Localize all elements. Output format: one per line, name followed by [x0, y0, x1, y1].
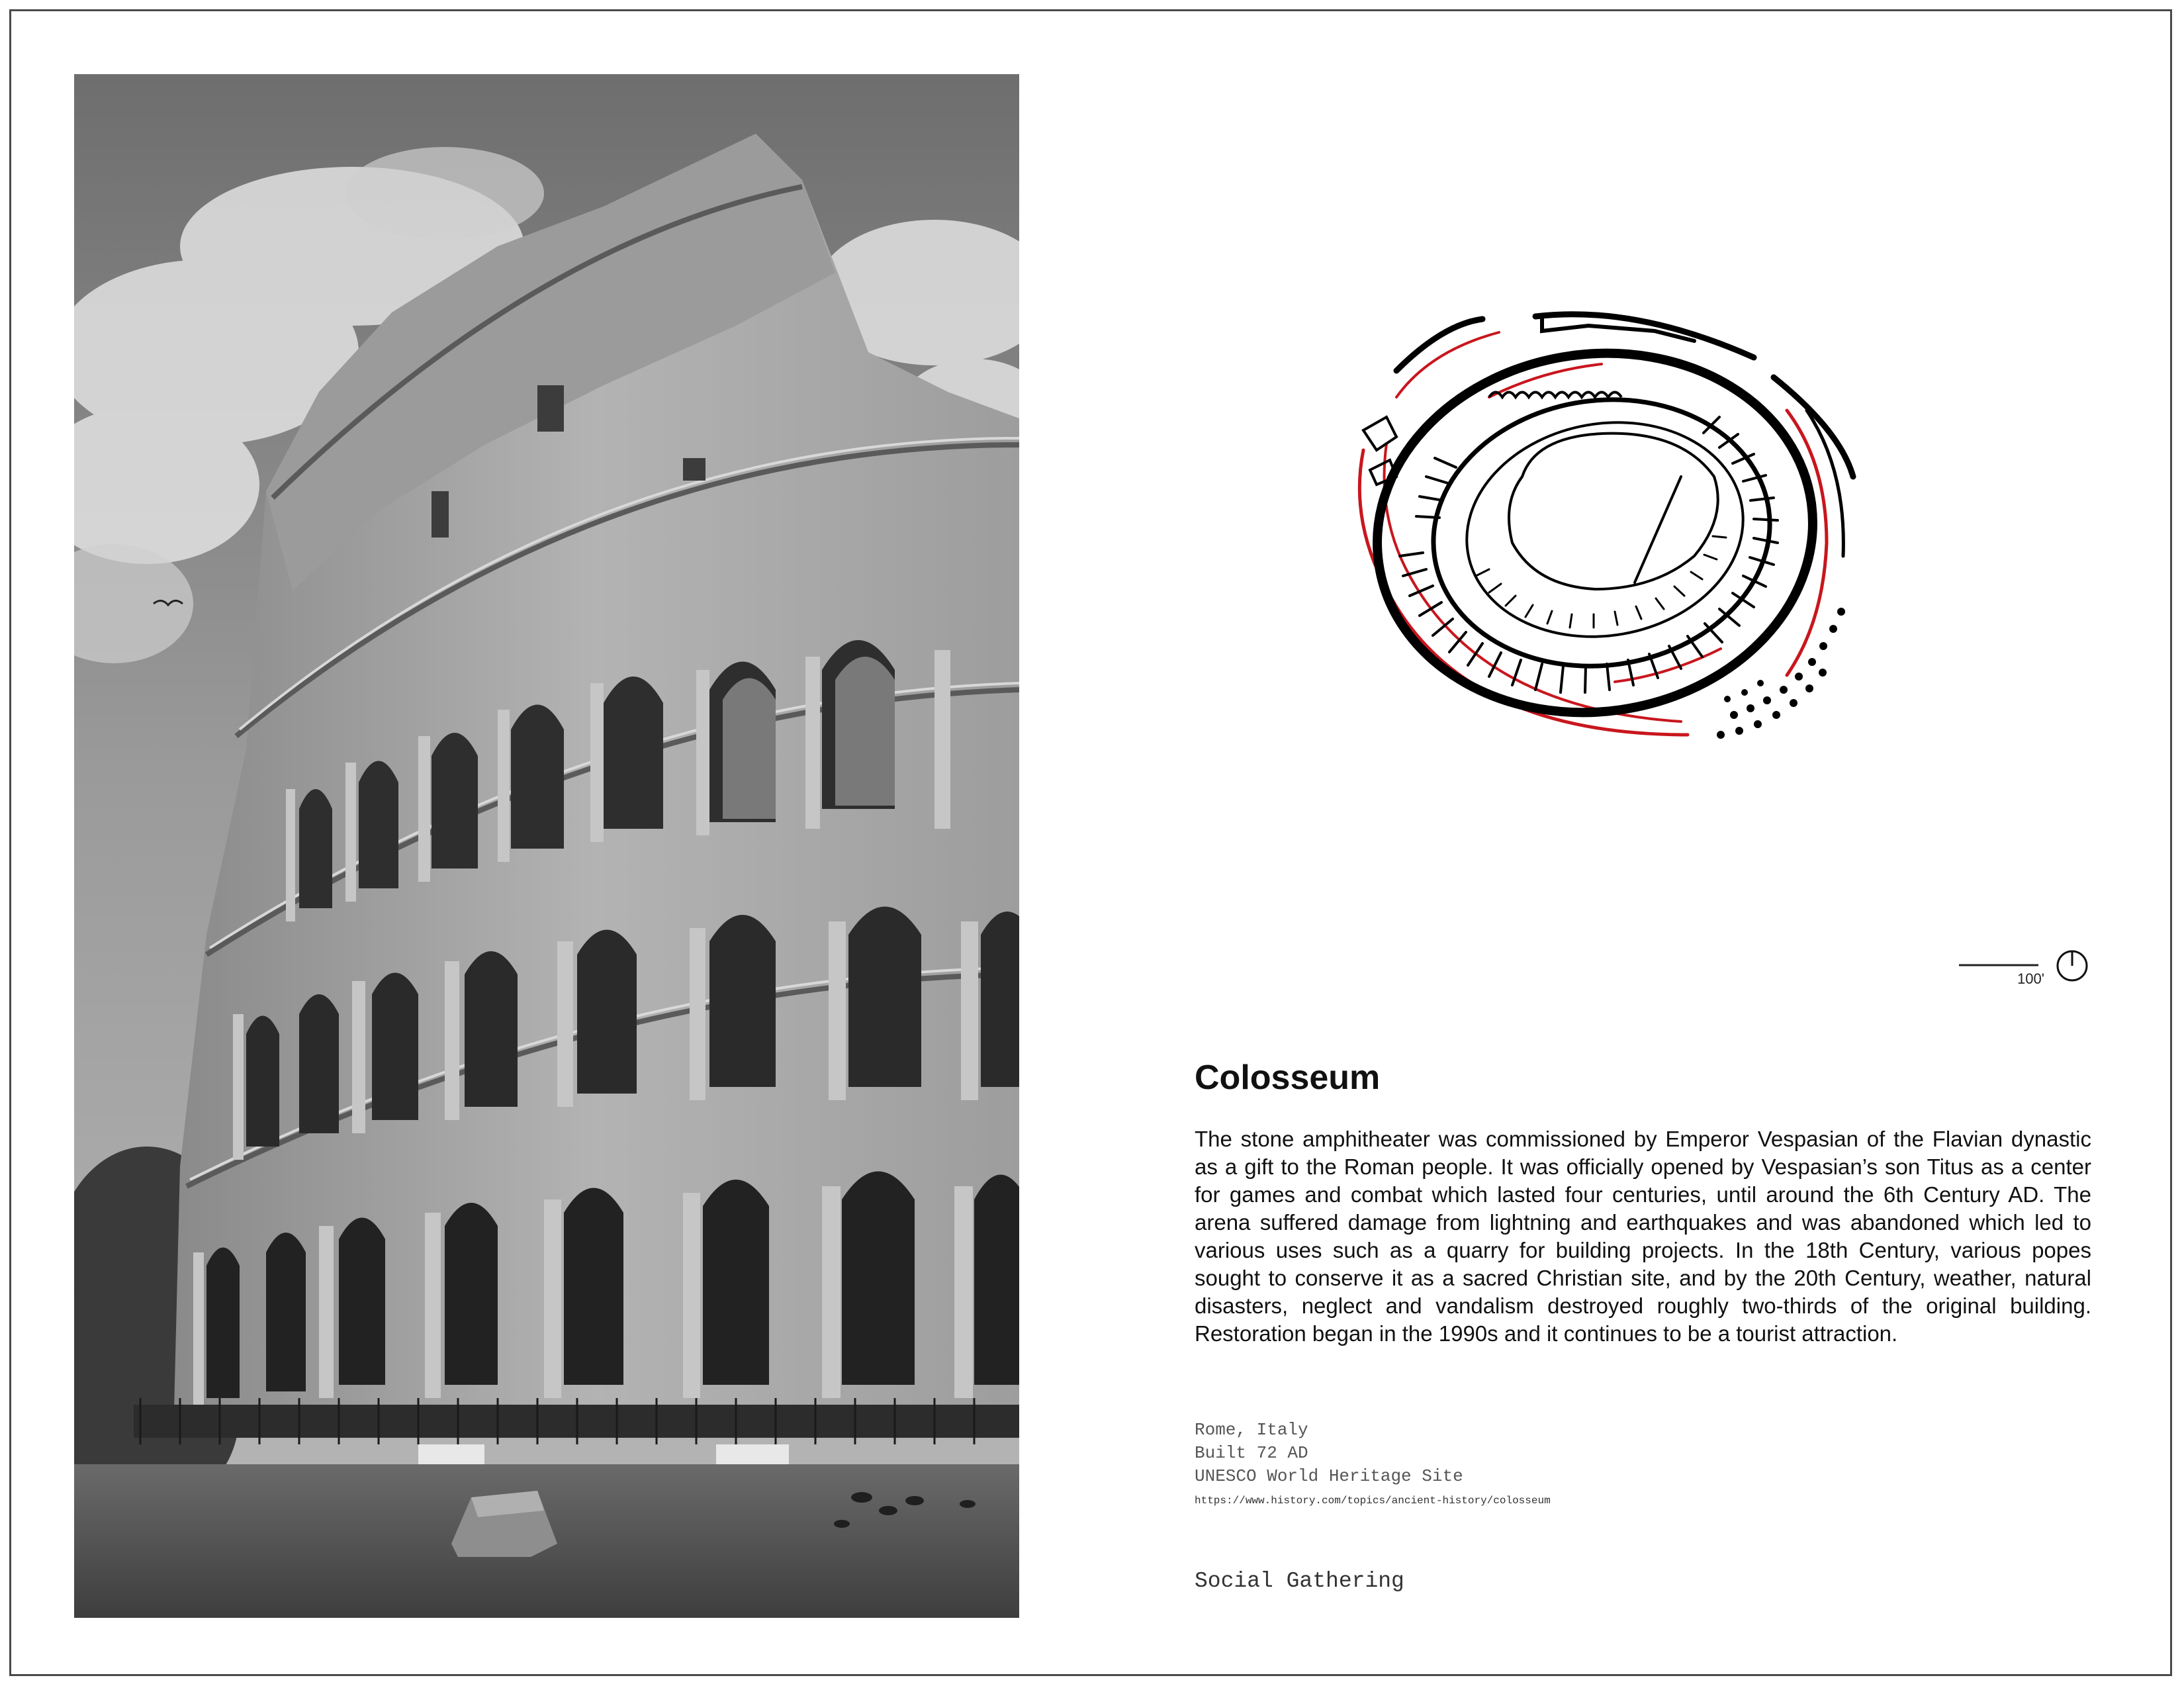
description-paragraph: The stone amphitheater was commissioned by Emperor Vespasian of the Flavian dynastic as a gift to the Roman people. It was officially opened by Vespasian’s son Titus as a center for games and combat which lasted four centuries, until around the 6th Century AD. The arena suffered damage from lightning and earthquakes and was abandoned which led to various uses such as a quarry for building projects. In the 18th Century, various popes sought to conserve it as a sacred Christian site, and by the 20th Century, weather, natural disasters, neglect and vandalism destroyed roughly two-thirds of the original building. Restoration began in the 1990s and it continues to be a tourist attraction. — [1195, 1127, 2091, 1346]
colosseum-site-plan — [1324, 278, 1866, 788]
colosseum-photo — [74, 74, 1019, 1618]
details-block — [1195, 1419, 1463, 1488]
heritage-designation-text: UNESCO World Heritage Site — [1195, 1466, 1463, 1486]
source-url-text: https://www.history.com/topics/ancient-history/colosseum — [1195, 1495, 1551, 1507]
location-text: Rome, Italy — [1195, 1420, 1308, 1440]
north-arrow-icon — [2056, 949, 2089, 982]
page-title: Colosseum — [1195, 1058, 1381, 1097]
scale-bar — [1959, 940, 2105, 993]
category-label: Social Gathering — [1195, 1569, 1404, 1593]
built-date-text: Built 72 AD — [1195, 1443, 1308, 1463]
scale-label: 100' — [2017, 970, 2044, 987]
